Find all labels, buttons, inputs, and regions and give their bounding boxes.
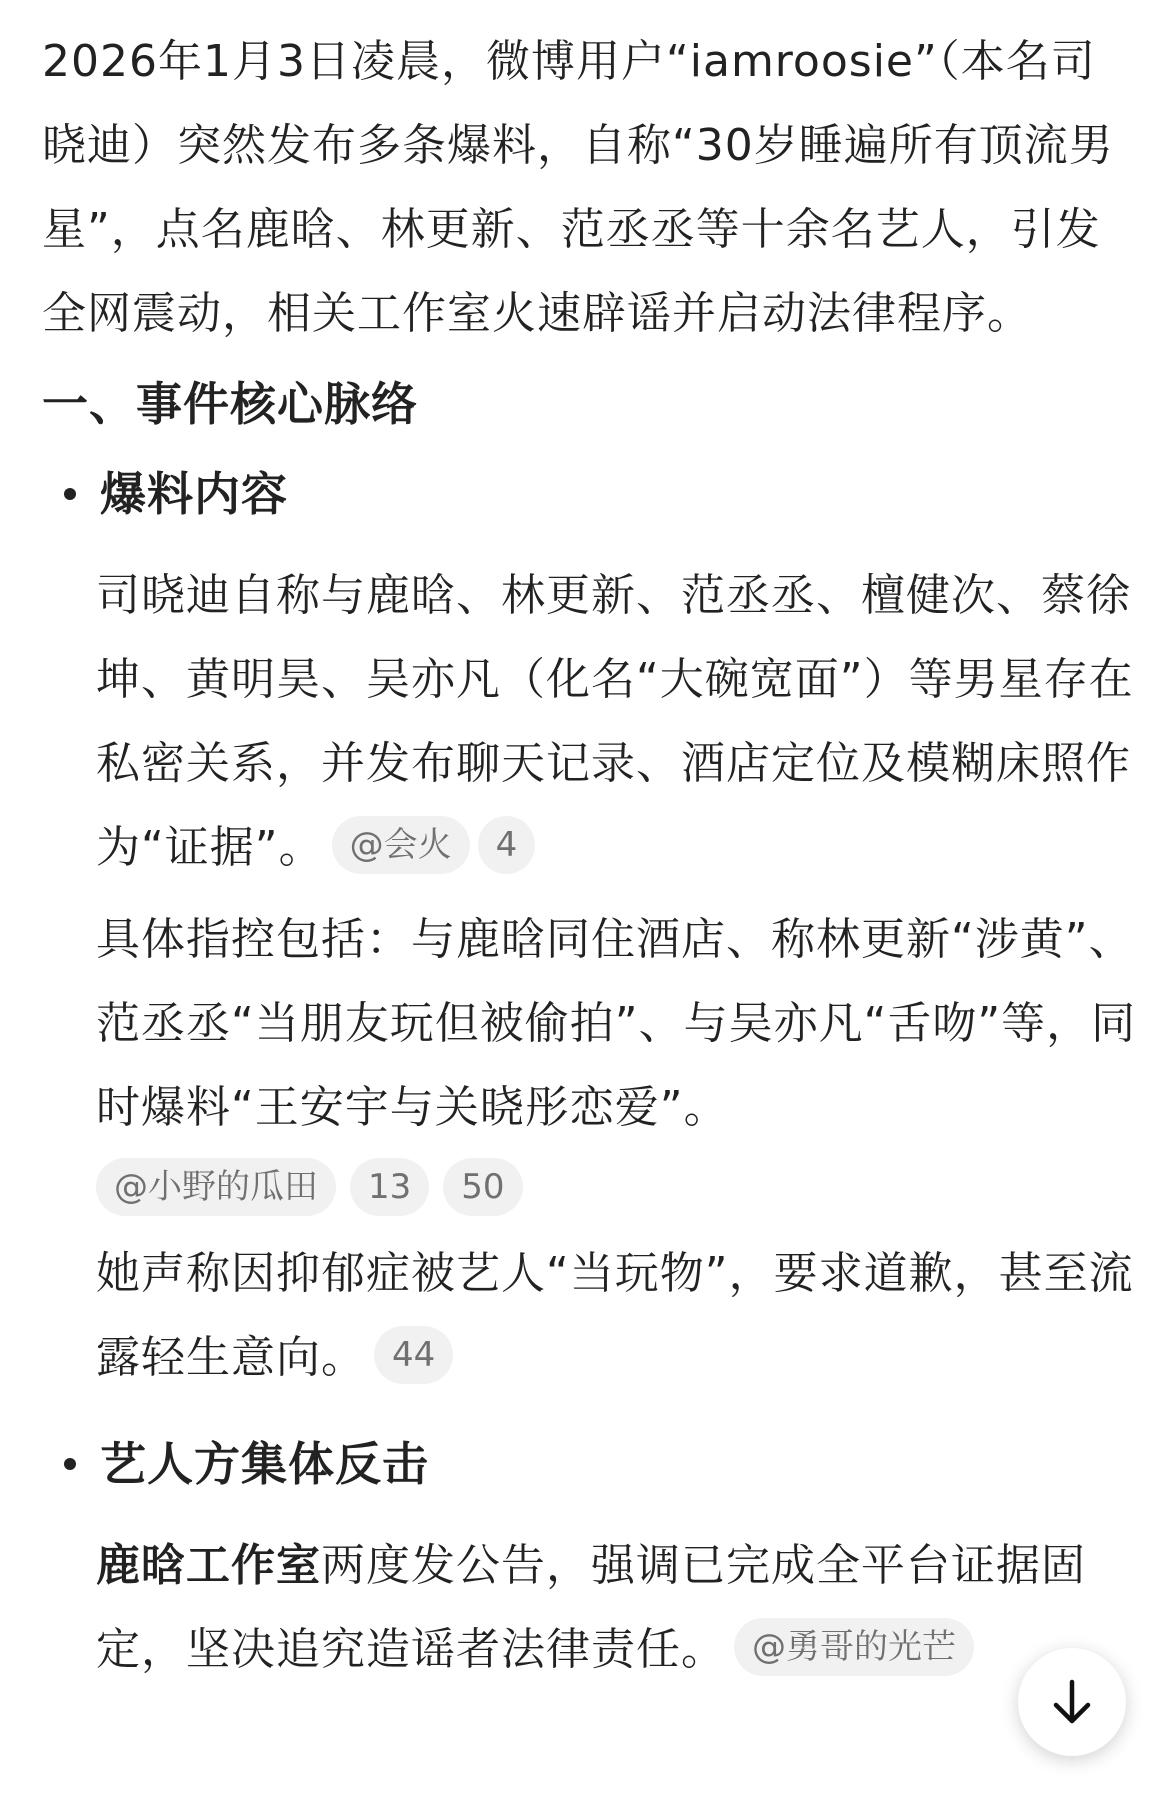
paragraph-text: 司晓迪自称与鹿晗、林更新、范丞丞、檀健次、蔡徐坤、黄明昊、吴亦凡（化名“大碗宽面”）等男星存在私密关系，并发布聊天记录、酒店定位及模糊床照作为“证据”。 [96, 570, 1134, 873]
bullet-heading [42, 1422, 1122, 1506]
intro-paragraph: 2026年1月3日凌晨，微博用户“iamroosie”（本名司晓迪）突然发布多条爆料，自称“30岁睡遍所有顶流男星”，点名鹿晗、林更新、范丞丞等十余名艺人，引发全网震动，相关工作室火速辟谣并启动法律程序。 [42, 36, 1114, 339]
source-chip[interactable]: @小野的瓜田 [96, 1158, 336, 1216]
paragraph-text: 两度发公告，强调已完成全平台证据固定，坚决追究造谣者法律责任。 [96, 1540, 1086, 1675]
section-title: 一、事件核心脉络 [42, 377, 418, 431]
chip-row [96, 1158, 1122, 1216]
paragraph-text: 她声称因抑郁症被艺人“当玩物”，要求道歉，甚至流露轻生意向。 [96, 1248, 1134, 1383]
bullet-dot [64, 1458, 76, 1470]
studio-name: 鹿晗工作室 [96, 1540, 321, 1591]
source-chip[interactable]: @会火 [332, 816, 470, 874]
bullet-title: 爆料内容 [100, 467, 288, 521]
paragraph-text: 具体指控包括：与鹿晗同住酒店、称林更新“涉黄”、范丞丞“当朋友玩但被偷拍”、与吴亦凡“舌吻”等，同时爆料“王安宇与关晓彤恋爱”。 [96, 914, 1137, 1133]
reference-count-chip[interactable]: 44 [374, 1326, 453, 1384]
source-chip[interactable]: @勇哥的光芒 [734, 1618, 974, 1676]
scroll-down-button[interactable] [1018, 1648, 1126, 1756]
body-paragraph [96, 554, 1146, 890]
arrow-down-icon [1050, 1678, 1094, 1726]
bullet-dot [64, 488, 76, 500]
bullet-title: 艺人方集体反击 [100, 1437, 429, 1491]
reference-count-chip[interactable]: 50 [443, 1158, 522, 1216]
reference-count-chip[interactable]: 4 [478, 816, 536, 874]
body-paragraph [96, 898, 1146, 1150]
body-paragraph [96, 1232, 1146, 1400]
bullet-heading [42, 452, 1122, 536]
body-paragraph [96, 1524, 1146, 1692]
reference-count-chip[interactable]: 13 [350, 1158, 429, 1216]
article-content [42, 20, 1137, 1700]
